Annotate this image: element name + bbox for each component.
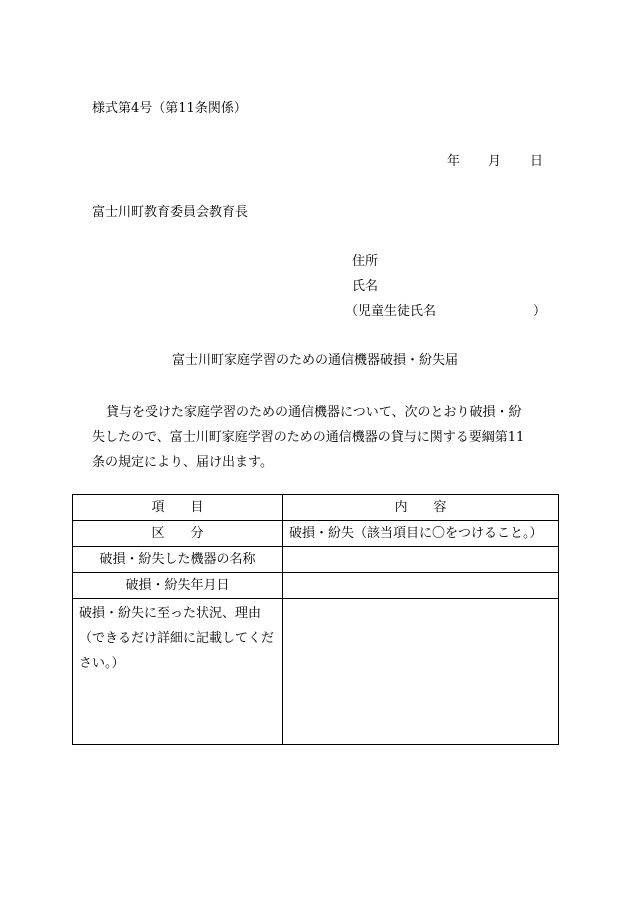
device-name-field[interactable] — [283, 547, 559, 573]
addressee: 富士川町教育委員会教育長 — [92, 205, 249, 220]
table-header-row — [73, 495, 559, 521]
table-row — [73, 573, 559, 599]
report-table — [72, 494, 559, 745]
incident-date-label: 破損・紛失年月日 — [73, 573, 283, 599]
date-year-label: 年 — [447, 154, 461, 169]
device-name-label: 破損・紛失した機器の名称 — [73, 547, 283, 573]
content-column-header: 内 容 — [283, 495, 559, 521]
body-text-line-1: 貸与を受けた家庭学習のための通信機器について、次のとおり破損・紛 — [106, 405, 522, 420]
date-day-label: 日 — [530, 154, 544, 169]
form-number: 様式第4号（第11条関係） — [92, 101, 247, 116]
table-row — [73, 547, 559, 573]
circumstances-label: 破損・紛失に至った状況、理由（できるだけ詳細に記載してください。） — [73, 599, 283, 745]
category-label: 区 分 — [73, 521, 283, 547]
body-text-line-3: 条の規定により、届け出ます。 — [92, 455, 273, 470]
document-title: 富士川町家庭学習のための通信機器破損・紛失届 — [171, 353, 458, 368]
student-name-close-paren: ） — [533, 304, 547, 319]
name-label: 氏名 — [352, 279, 379, 294]
table-row — [73, 599, 559, 745]
table-row — [73, 521, 559, 547]
incident-date-field[interactable] — [283, 573, 559, 599]
category-value: 破損・紛失（該当項目に〇をつけること。） — [283, 521, 559, 547]
date-month-label: 月 — [488, 154, 502, 169]
student-name-label: （児童生徒氏名 — [345, 304, 437, 319]
address-label: 住所 — [352, 254, 379, 269]
body-text-line-2: 失したので、富士川町家庭学習のための通信機器の貸与に関する要綱第11 — [92, 430, 525, 445]
item-column-header: 項 目 — [73, 495, 283, 521]
circumstances-field[interactable] — [283, 599, 559, 745]
